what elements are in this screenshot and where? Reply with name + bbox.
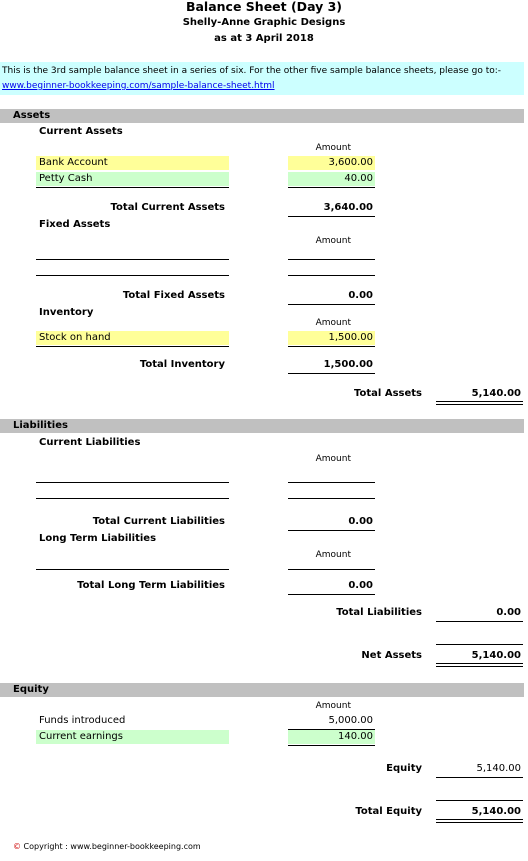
total-current-liabilities-value: 0.00 [348, 516, 373, 527]
total-liabilities-value: 0.00 [496, 607, 521, 618]
total-liabilities-label: Total Liabilities [336, 607, 422, 618]
report-date: as at 3 April 2018 [214, 33, 314, 44]
double-underline [436, 401, 523, 405]
equity-section-header: Equity [0, 683, 524, 697]
net-assets-label: Net Assets [361, 650, 422, 661]
blank-row-line [36, 569, 229, 570]
funds-introduced-amount[interactable]: 5,000.00 [328, 715, 373, 726]
total-current-liabilities-label: Total Current Liabilities [92, 516, 225, 527]
underline [436, 777, 523, 778]
liabilities-section-header: Liabilities [0, 419, 524, 433]
petty-cash-label: Petty Cash [36, 172, 229, 186]
equity-amount-header: Amount [315, 701, 351, 711]
current-liabilities-amount-header: Amount [315, 454, 351, 464]
equity-value: 5,140.00 [476, 763, 521, 774]
underline [288, 530, 375, 531]
current-assets-heading: Current Assets [39, 126, 123, 137]
blank-row-line [288, 569, 375, 570]
total-inventory-label: Total Inventory [139, 359, 225, 370]
note-text: This is the 3rd sample balance sheet in a series of six. For the other five sample balance sheets, please go to:- [2, 66, 502, 76]
total-equity-label: Total Equity [355, 806, 422, 817]
underline [288, 304, 375, 305]
total-fixed-assets-value: 0.00 [348, 290, 373, 301]
blank-row-line [36, 482, 229, 483]
inventory-amount-header: Amount [315, 318, 351, 328]
current-earnings-label: Current earnings [36, 730, 229, 744]
long-term-liabilities-heading: Long Term Liabilities [39, 533, 157, 544]
net-assets-value: 5,140.00 [471, 650, 521, 661]
inventory-heading: Inventory [39, 307, 94, 318]
copyright-footer [13, 842, 201, 851]
total-current-assets-label: Total Current Assets [110, 202, 225, 213]
total-inventory-value: 1,500.00 [323, 359, 373, 370]
current-assets-amount-header: Amount [315, 143, 351, 153]
underline [288, 346, 375, 347]
sample-balance-sheet-link[interactable]: www.beginner-bookkeeping.com/sample-balance-sheet.html [2, 81, 275, 91]
underline [36, 346, 229, 347]
info-note [0, 62, 524, 95]
blank-row-line [36, 275, 229, 276]
fixed-assets-amount-header: Amount [315, 236, 351, 246]
blank-row-line [288, 498, 375, 499]
underline [288, 187, 375, 188]
total-long-term-liabilities-label: Total Long Term Liabilities [77, 580, 225, 591]
blank-row-line [36, 498, 229, 499]
assets-section-header: Assets [0, 109, 524, 123]
current-liabilities-heading: Current Liabilities [39, 437, 141, 448]
double-underline [436, 819, 523, 823]
copyright-icon: © [13, 842, 21, 851]
underline [436, 621, 523, 622]
petty-cash-amount[interactable]: 40.00 [288, 172, 375, 186]
total-long-term-liabilities-value: 0.00 [348, 580, 373, 591]
stock-on-hand-label: Stock on hand [36, 331, 229, 345]
underline [288, 594, 375, 595]
underline [436, 800, 523, 801]
blank-row-line [288, 259, 375, 260]
equity-label: Equity [386, 763, 422, 774]
double-underline [436, 663, 523, 667]
underline [36, 187, 229, 188]
total-current-assets-value: 3,640.00 [323, 202, 373, 213]
current-earnings-amount[interactable]: 140.00 [288, 730, 375, 744]
blank-row-line [36, 259, 229, 260]
company-name: Shelly-Anne Graphic Designs [182, 17, 346, 28]
total-equity-value: 5,140.00 [471, 806, 521, 817]
underline [436, 644, 523, 645]
underline [288, 745, 375, 746]
bank-account-amount[interactable]: 3,600.00 [288, 156, 375, 170]
underline [288, 216, 375, 217]
stock-on-hand-amount[interactable]: 1,500.00 [288, 331, 375, 345]
funds-introduced-label: Funds introduced [39, 715, 126, 726]
bank-account-label: Bank Account [36, 156, 229, 170]
fixed-assets-heading: Fixed Assets [39, 219, 111, 230]
long-term-liabilities-amount-header: Amount [315, 550, 351, 560]
total-assets-label: Total Assets [354, 388, 422, 399]
page-title: Balance Sheet (Day 3) [185, 0, 343, 14]
total-fixed-assets-label: Total Fixed Assets [122, 290, 225, 301]
underline [288, 373, 375, 374]
blank-row-line [288, 482, 375, 483]
blank-row-line [288, 275, 375, 276]
total-assets-value: 5,140.00 [471, 388, 521, 399]
copyright-text: Copyright : www.beginner-bookkeeping.com [23, 842, 201, 851]
